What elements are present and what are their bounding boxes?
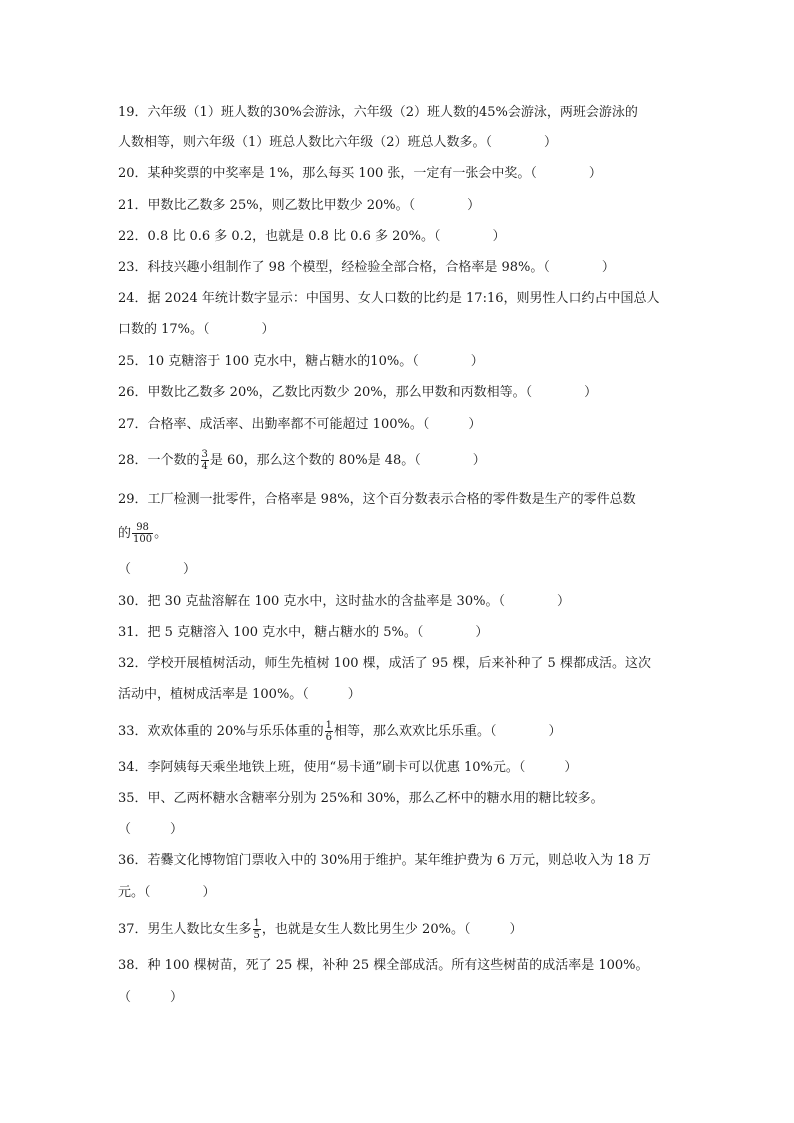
question-25: 25．10 克糖溶于 100 克水中，糖占糖水的10%。（ ） — [118, 354, 484, 369]
fraction-denominator: 5 — [253, 930, 260, 941]
question-28-suffix: 是 60，那么这个数的 80%是 48。（ ） — [209, 453, 486, 468]
question-38-line-1: 38．种 100 棵树苗，死了 25 棵，补种 25 棵全部成活。所有这些树苗的成活率是 100%。 — [118, 958, 649, 973]
question-20: 20．某种奖票的中奖率是 1%，那么每买 100 张，一定有一张会中奖。（ ） — [118, 166, 602, 181]
question-26: 26．甲数比乙数多 20%，乙数比丙数少 20%，那么甲数和丙数相等。（ ） — [118, 385, 598, 400]
question-37-suffix: ，也就是女生人数比男生少 20%。（ ） — [261, 922, 523, 937]
question-22: 22．0.8 比 0.6 多 0.2，也就是 0.8 比 0.6 多 20%。（ ） — [118, 229, 506, 244]
question-19-line-1: 19．六年级（1）班人数的30%会游泳，六年级（2）班人数的45%会游泳，两班会游泳的 — [118, 105, 638, 120]
fraction-numerator: 1 — [325, 720, 332, 731]
question-36-line-2: 元。（ ） — [118, 885, 216, 900]
question-23: 23．科技兴趣小组制作了 98 个模型，经检验全部合格，合格率是 98%。（ ） — [118, 260, 615, 275]
fraction-one-sixth — [325, 720, 333, 743]
question-33-suffix: 相等，那么欢欢比乐乐重。（ ） — [333, 724, 562, 739]
question-31: 31．把 5 克糖溶入 100 克水中，糖占糖水的 5%。（ ） — [118, 625, 489, 640]
fraction-one-fifth — [253, 918, 261, 941]
question-24-line-2: 口数的 17%。（ ） — [118, 322, 275, 337]
question-32-line-2: 活动中，植树成活率是 100%。（ ） — [118, 687, 361, 702]
question-38-answer-blank[interactable]: （ ） — [118, 990, 184, 1005]
question-37 — [118, 918, 678, 940]
question-37-prefix: 37．男生人数比女生多 — [118, 922, 252, 937]
question-29-answer-blank[interactable]: （ ） — [118, 562, 197, 577]
fraction-98-over-100 — [132, 522, 153, 545]
fraction-three-quarters — [201, 449, 209, 472]
question-29-prefix: 的 — [118, 526, 132, 541]
question-35-answer-blank[interactable]: （ ） — [118, 822, 184, 837]
question-28-prefix: 28．一个数的 — [118, 453, 200, 468]
fraction-numerator: 3 — [201, 449, 208, 460]
question-28 — [118, 449, 678, 471]
question-21: 21．甲数比乙数多 25%，则乙数比甲数少 20%。（ ） — [118, 198, 481, 213]
question-29-suffix: 。 — [154, 526, 168, 541]
question-36-line-1: 36．若爨文化博物馆门票收入中的 30%用于维护。某年维护费为 6 万元，则总收入为 18 万 — [118, 853, 651, 868]
question-32-line-1: 32．学校开展植树活动，师生先植树 100 棵，成活了 95 棵，后来补种了 5 棵都成活。这次 — [118, 656, 651, 671]
fraction-denominator: 4 — [201, 461, 208, 472]
fraction-numerator: 98 — [132, 522, 153, 534]
question-29-line-1: 29．工厂检测一批零件，合格率是 98%，这个百分数表示合格的零件数是生产的零件总数 — [118, 492, 636, 507]
question-27: 27．合格率、成活率、出勤率都不可能超过 100%。（ ） — [118, 417, 482, 432]
question-19-line-2: 人数相等，则六年级（1）班总人数比六年级（2）班总人数多。（ ） — [118, 135, 558, 150]
fraction-denominator: 100 — [133, 534, 153, 545]
question-35-line-1: 35．甲、乙两杯糖水含糖率分别为 25%和 30%，那么乙杯中的糖水用的糖比较多。 — [118, 791, 604, 806]
question-34: 34．李阿姨每天乘坐地铁上班，使用“易卡通”刷卡可以优惠 10%元。（ ） — [118, 760, 578, 775]
fraction-denominator: 6 — [325, 732, 332, 743]
fraction-numerator: 1 — [253, 918, 260, 929]
question-33-prefix: 33．欢欢体重的 20%与乐乐体重的 — [118, 724, 324, 739]
question-30: 30．把 30 克盐溶解在 100 克水中，这时盐水的含盐率是 30%。（ ） — [118, 594, 570, 609]
question-29-line-2 — [118, 522, 678, 544]
question-24-line-1: 24．据 2024 年统计数字显示：中国男、女人口数的比约是 17:16，则男性人口约占中国总人 — [118, 291, 660, 306]
question-33 — [118, 720, 678, 742]
